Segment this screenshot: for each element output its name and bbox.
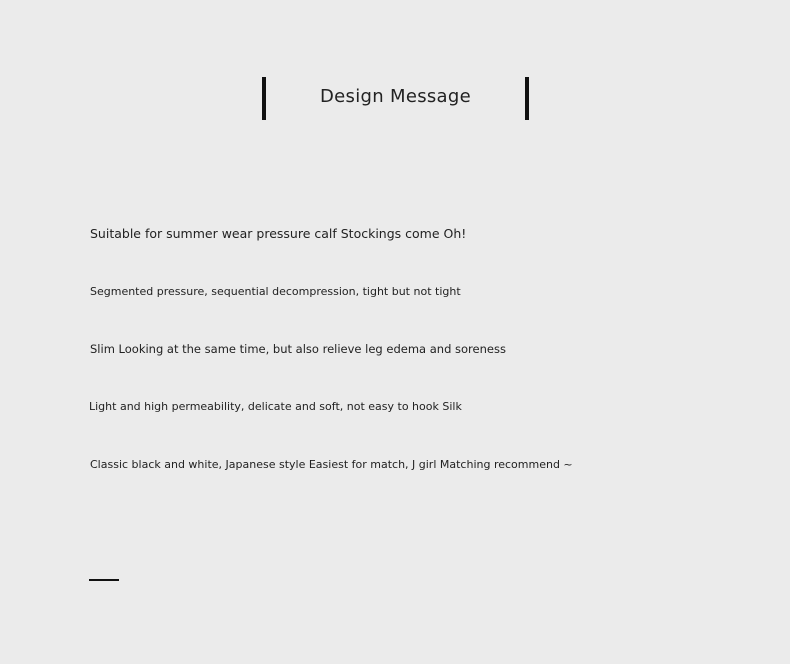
description-line-5: Classic black and white, Japanese style Easiest for match, J girl Matching recommend ~ — [90, 458, 573, 471]
section-heading — [262, 77, 529, 120]
section-title: Design Message — [320, 86, 471, 107]
description-line-2: Segmented pressure, sequential decompression, tight but not tight — [90, 285, 461, 298]
heading-right-bar — [525, 77, 529, 120]
decorative-underline — [89, 579, 119, 581]
description-line-4: Light and high permeability, delicate and soft, not easy to hook Silk — [89, 400, 462, 413]
description-line-1: Suitable for summer wear pressure calf Stockings come Oh! — [90, 226, 467, 241]
description-line-3: Slim Looking at the same time, but also relieve leg edema and soreness — [90, 342, 506, 356]
